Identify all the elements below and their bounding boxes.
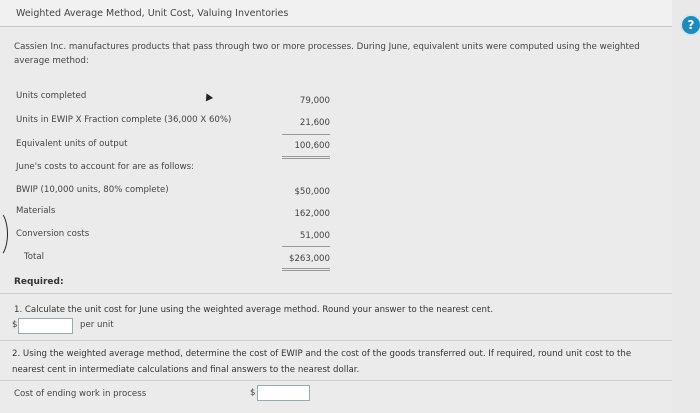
ewip-currency: $ — [250, 388, 256, 398]
divider — [0, 293, 672, 294]
total-double-rule-top — [282, 268, 330, 269]
materials-value: 162,000 — [294, 209, 330, 219]
divider — [0, 340, 672, 341]
conversion-value: 51,000 — [299, 231, 330, 241]
total-double-rule-bottom — [282, 270, 330, 271]
total-rule — [282, 246, 330, 247]
title-bar — [0, 0, 672, 27]
total-label: Total — [24, 252, 45, 262]
q1-currency: $ — [12, 320, 18, 330]
help-icon[interactable]: ? — [680, 14, 700, 36]
conversion-label: Conversion costs — [16, 229, 90, 239]
question-2: 2. Using the weighted average method, determine the cost of EWIP and the cost of the goods transferred out. If required, round unit cost to the nearest cent in intermediate calculations and final answers to the nearest dollar. — [12, 349, 632, 375]
equivalent-units-value: 100,600 — [294, 141, 330, 151]
total-value: $263,000 — [288, 254, 330, 264]
double-rule-bottom — [282, 158, 330, 159]
bwip-label: BWIP (10,000 units, 80% complete) — [16, 185, 169, 195]
double-rule-top — [282, 156, 330, 157]
units-completed-value: 79,000 — [299, 96, 330, 106]
unit-cost-input[interactable] — [18, 318, 73, 334]
question-1: 1. Calculate the unit cost for June using the weighted average method. Round your answer to the nearest cent. — [14, 305, 494, 315]
units-completed-label: Units completed — [16, 91, 87, 101]
problem-intro: Cassien Inc. manufactures products that pass through two or more processes. During June, equivalent units were computed using the weighted average method: — [14, 42, 640, 66]
subtotal-rule — [282, 134, 330, 135]
page-title: Weighted Average Method, Unit Cost, Valuing Inventories — [16, 8, 289, 19]
ewip-value: 21,600 — [299, 118, 330, 128]
equivalent-units-label: Equivalent units of output — [16, 139, 128, 149]
divider — [0, 380, 672, 381]
costs-heading: June's costs to account for are as follows: — [16, 162, 195, 172]
ewip-cost-input[interactable] — [257, 385, 310, 401]
required-heading: Required: — [14, 277, 64, 287]
materials-label: Materials — [16, 206, 56, 216]
per-unit-label: per unit — [80, 320, 114, 330]
ewip-cost-label: Cost of ending work in process — [14, 389, 147, 399]
ewip-label: Units in EWIP X Fraction complete (36,000 X 60%) — [16, 115, 232, 125]
bwip-value: $50,000 — [294, 187, 330, 197]
